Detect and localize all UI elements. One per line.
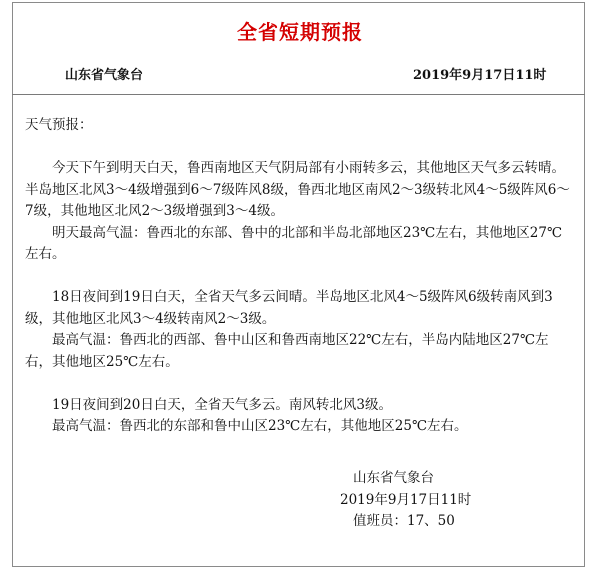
forecast-heading: 天气预报： bbox=[25, 117, 93, 133]
forecast-paragraph: 今天下午到明天白天，鲁西南地区天气阴局部有小雨转多云，其他地区天气多云转晴。半岛地区北风3～4级增强到6～7级阵风8级，鲁西北地区南风2～3级转北风4～5级阵风6～7级，其他地区北风2～3级增强到3～4级。 bbox=[25, 160, 570, 219]
forecast-paragraph: 明天最高气温：鲁西北的东部、鲁中的北部和半岛北部地区23℃左右，其他地区27℃左右。 bbox=[25, 224, 563, 262]
header-datetime: 2019年9月17日11时 bbox=[413, 68, 547, 83]
forecast-paragraph: 最高气温：鲁西北的西部、鲁中山区和鲁西南地区22℃左右，半岛内陆地区27℃左右，其他地区25℃左右。 bbox=[25, 332, 549, 370]
spacer bbox=[25, 137, 570, 159]
forecast-paragraph: 最高气温：鲁西北的东部和鲁中山区23℃左右，其他地区25℃左右。 bbox=[52, 418, 468, 434]
header-issuer: 山东省气象台 bbox=[65, 68, 144, 83]
forecast-paragraph: 19日夜间到20日白天，全省天气多云。南风转北风3级。 bbox=[52, 396, 392, 413]
signature-issuer: 山东省气象台 bbox=[353, 470, 434, 486]
spacer bbox=[25, 373, 570, 395]
page-title: 全省短期预报 bbox=[237, 20, 363, 44]
forecast-paragraph: 18日夜间到19日白天，全省天气多云间晴。半岛地区北风4～5级阵风6级转南风到3级，其他地区北风3～4级转南风2～3级。 bbox=[25, 289, 553, 327]
signature-block bbox=[340, 468, 471, 533]
forecast-body bbox=[25, 115, 570, 438]
signature-datetime: 2019年9月17日11时 bbox=[340, 491, 472, 508]
header-divider bbox=[12, 94, 585, 95]
signature-duty: 值班员：17、50 bbox=[353, 513, 455, 529]
header-meta bbox=[0, 64, 600, 84]
spacer bbox=[25, 266, 570, 288]
